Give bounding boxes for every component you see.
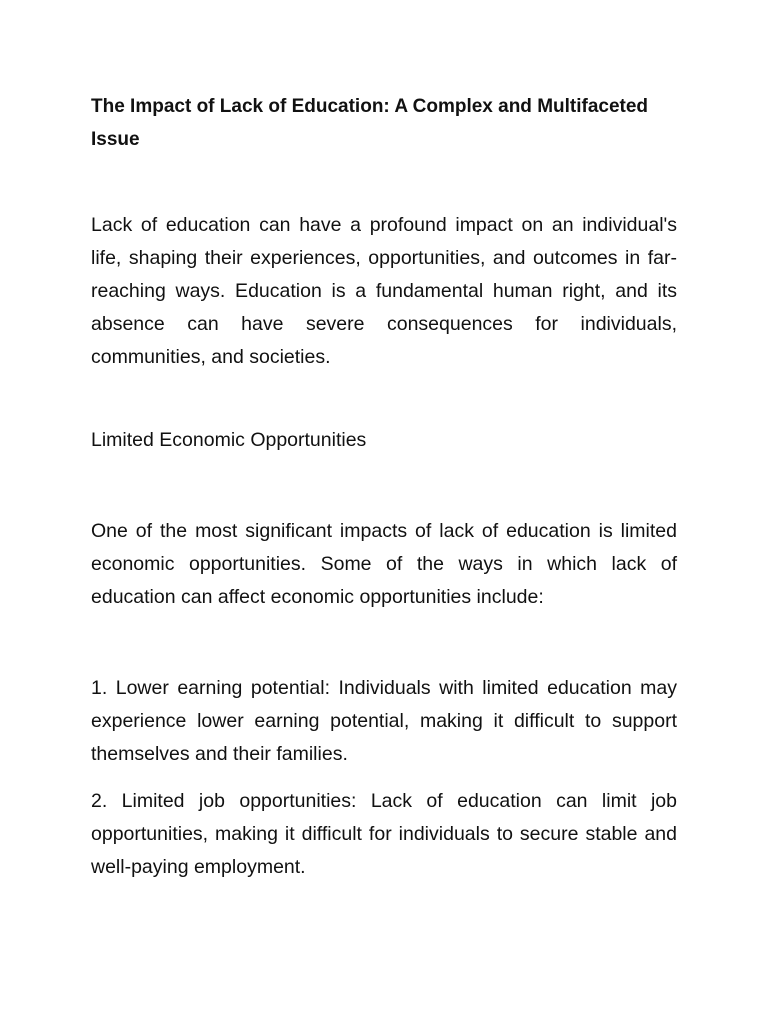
- list-item: 1. Lower earning potential: Individuals with limited education may experience lower earning potential, making it difficult to support themselves and their families.: [91, 677, 677, 765]
- list-item: 2. Limited job opportunities: Lack of education can limit job opportunities, making it difficult for individuals to secure stable and well-paying employment.: [91, 790, 677, 878]
- document-page: [91, 90, 677, 884]
- section-heading: Limited Economic Opportunities: [91, 429, 367, 451]
- intro-paragraph: Lack of education can have a profound impact on an individual's life, shaping their experiences, opportunities, and outcomes in far-reaching ways. Education is a fundamental human right, and its absence can have severe consequences for individuals, communities, and societies.: [91, 214, 677, 368]
- document-title: The Impact of Lack of Education: A Complex and Multifaceted Issue: [91, 96, 649, 150]
- section-lead-paragraph: One of the most significant impacts of lack of education is limited economic opportunities. Some of the ways in which lack of education can affect economic opportunities include:: [91, 520, 677, 608]
